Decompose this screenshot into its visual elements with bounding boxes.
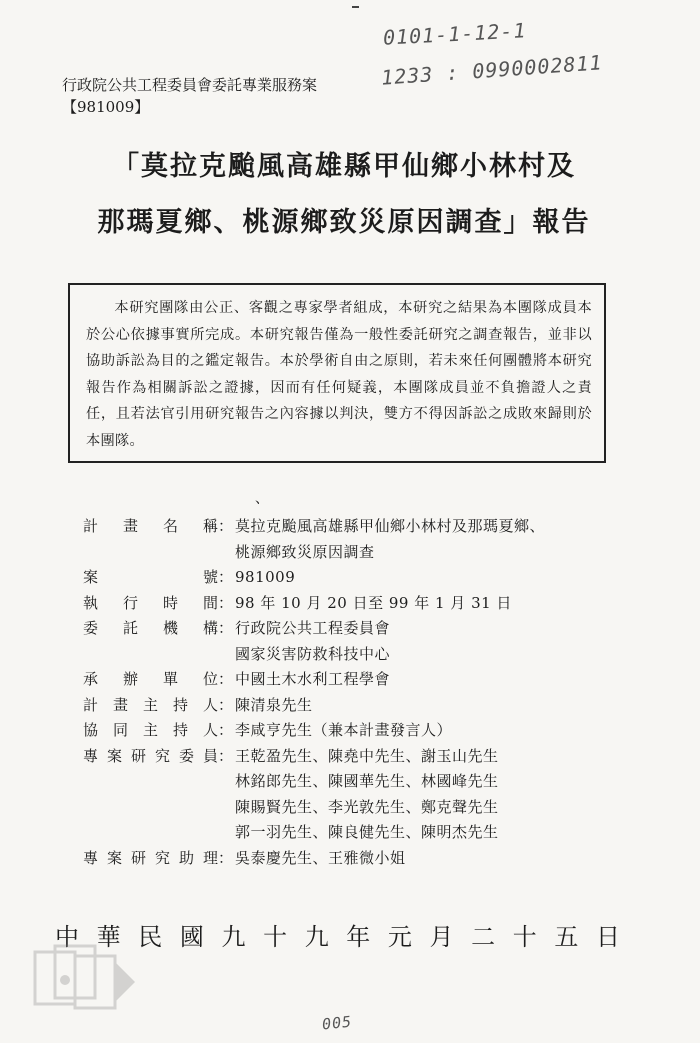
info-row bbox=[83, 514, 643, 565]
info-label: 案號 bbox=[83, 568, 218, 586]
info-colon: ： bbox=[218, 568, 234, 586]
info-value bbox=[235, 591, 643, 617]
handwritten-archive-code: 0101-1-12-1 bbox=[382, 18, 527, 50]
report-title-line-2: 那瑪夏鄉、桃源鄉致災原因調查」報告 bbox=[97, 207, 591, 238]
info-colon: ： bbox=[218, 619, 234, 637]
info-colon: ： bbox=[218, 848, 234, 867]
info-value-line: 桃源鄉致災原因調查 bbox=[235, 542, 375, 561]
info-label: 協同主持人 bbox=[83, 721, 218, 739]
info-label: 專案研究助理 bbox=[83, 848, 218, 867]
info-colon: ： bbox=[218, 593, 234, 612]
info-colon: ： bbox=[218, 695, 234, 714]
info-value-line: 98 年 10 月 20 日至 99 年 1 月 31 日 bbox=[235, 593, 512, 612]
info-value bbox=[235, 693, 643, 719]
info-colon: ： bbox=[218, 721, 234, 739]
info-value bbox=[235, 846, 643, 872]
info-row bbox=[83, 591, 643, 617]
info-value bbox=[235, 667, 643, 693]
pencil-dash-mark bbox=[352, 6, 359, 8]
info-value-line: 中國土木水利工程學會 bbox=[235, 670, 391, 688]
project-info-list bbox=[83, 514, 643, 871]
info-row bbox=[83, 846, 643, 872]
info-value-line: 李咸亨先生（兼本計畫發言人） bbox=[235, 721, 453, 739]
info-label: 計畫主持人 bbox=[83, 695, 218, 714]
info-value bbox=[235, 514, 643, 565]
handwritten-document-number: 1233 : 0990002811 bbox=[380, 50, 604, 90]
info-value-line: 莫拉克颱風高雄縣甲仙鄉小林村及那瑪夏鄉、 bbox=[235, 517, 546, 535]
info-value bbox=[235, 718, 643, 744]
info-value-line: 林銘郎先生、陳國華先生、林國峰先生 bbox=[235, 772, 499, 790]
info-value bbox=[235, 565, 643, 591]
info-row bbox=[83, 565, 643, 591]
info-row bbox=[83, 616, 643, 667]
disclaimer-box bbox=[68, 283, 606, 463]
info-value-line: 陳清泉先生 bbox=[235, 695, 313, 714]
info-value-line: 王乾盈先生、陳堯中先生、謝玉山先生 bbox=[235, 746, 499, 765]
info-label: 計畫名稱 bbox=[83, 517, 218, 535]
info-value-line: 行政院公共工程委員會 bbox=[235, 619, 391, 637]
info-colon: ： bbox=[218, 670, 234, 688]
info-colon: ： bbox=[218, 746, 234, 765]
info-label: 承辦單位 bbox=[83, 670, 218, 688]
stray-mark: 、 bbox=[255, 491, 269, 507]
info-value-line: 吳泰慶先生、王雅微小姐 bbox=[235, 848, 406, 867]
commissioning-agency-line: 行政院公共工程委員會委託專業服務案 bbox=[62, 76, 318, 94]
info-value-line: 981009 bbox=[235, 568, 296, 586]
info-value bbox=[235, 616, 643, 667]
info-row bbox=[83, 693, 643, 719]
info-row bbox=[83, 744, 643, 846]
report-title-line-1: 「莫拉克颱風高雄縣甲仙鄉小林村及 bbox=[112, 151, 576, 182]
library-stamp-icon bbox=[30, 942, 140, 1012]
handwritten-page-number: 005 bbox=[321, 1012, 353, 1034]
info-value-line: 陳賜賢先生、李光敦先生、鄭克聲先生 bbox=[235, 797, 499, 816]
info-value bbox=[235, 744, 643, 846]
info-row bbox=[83, 718, 643, 744]
disclaimer-text: 本研究團隊由公正、客觀之專家學者組成，本研究之結果為本團隊成員本於公心依據事實所完成。本研究報告僅為一般性委託研究之調查報告，並非以協助訴訟為目的之鑑定報告。本於學術自由之原則，若未來任何團體將本研究報告作為相關訴訟之證據，因而有任何疑義，本團隊成員並不負擔證人之責任，且若法官引用研究報告之內容據以判決，雙方不得因訴訟之成敗來歸則於本團隊。 bbox=[86, 300, 592, 449]
info-row bbox=[83, 667, 643, 693]
info-value-line: 國家災害防救科技中心 bbox=[235, 644, 391, 663]
report-date: 中華民國九十九年元月二十五日 bbox=[55, 923, 620, 951]
case-number-tag: 【981009】 bbox=[62, 98, 150, 116]
info-value-line: 郭一羽先生、陳良健先生、陳明杰先生 bbox=[235, 823, 499, 841]
info-label: 執行時間 bbox=[83, 593, 218, 612]
info-label: 委託機構 bbox=[83, 619, 218, 637]
info-label: 專案研究委員 bbox=[83, 746, 218, 765]
info-colon: ： bbox=[218, 517, 234, 535]
